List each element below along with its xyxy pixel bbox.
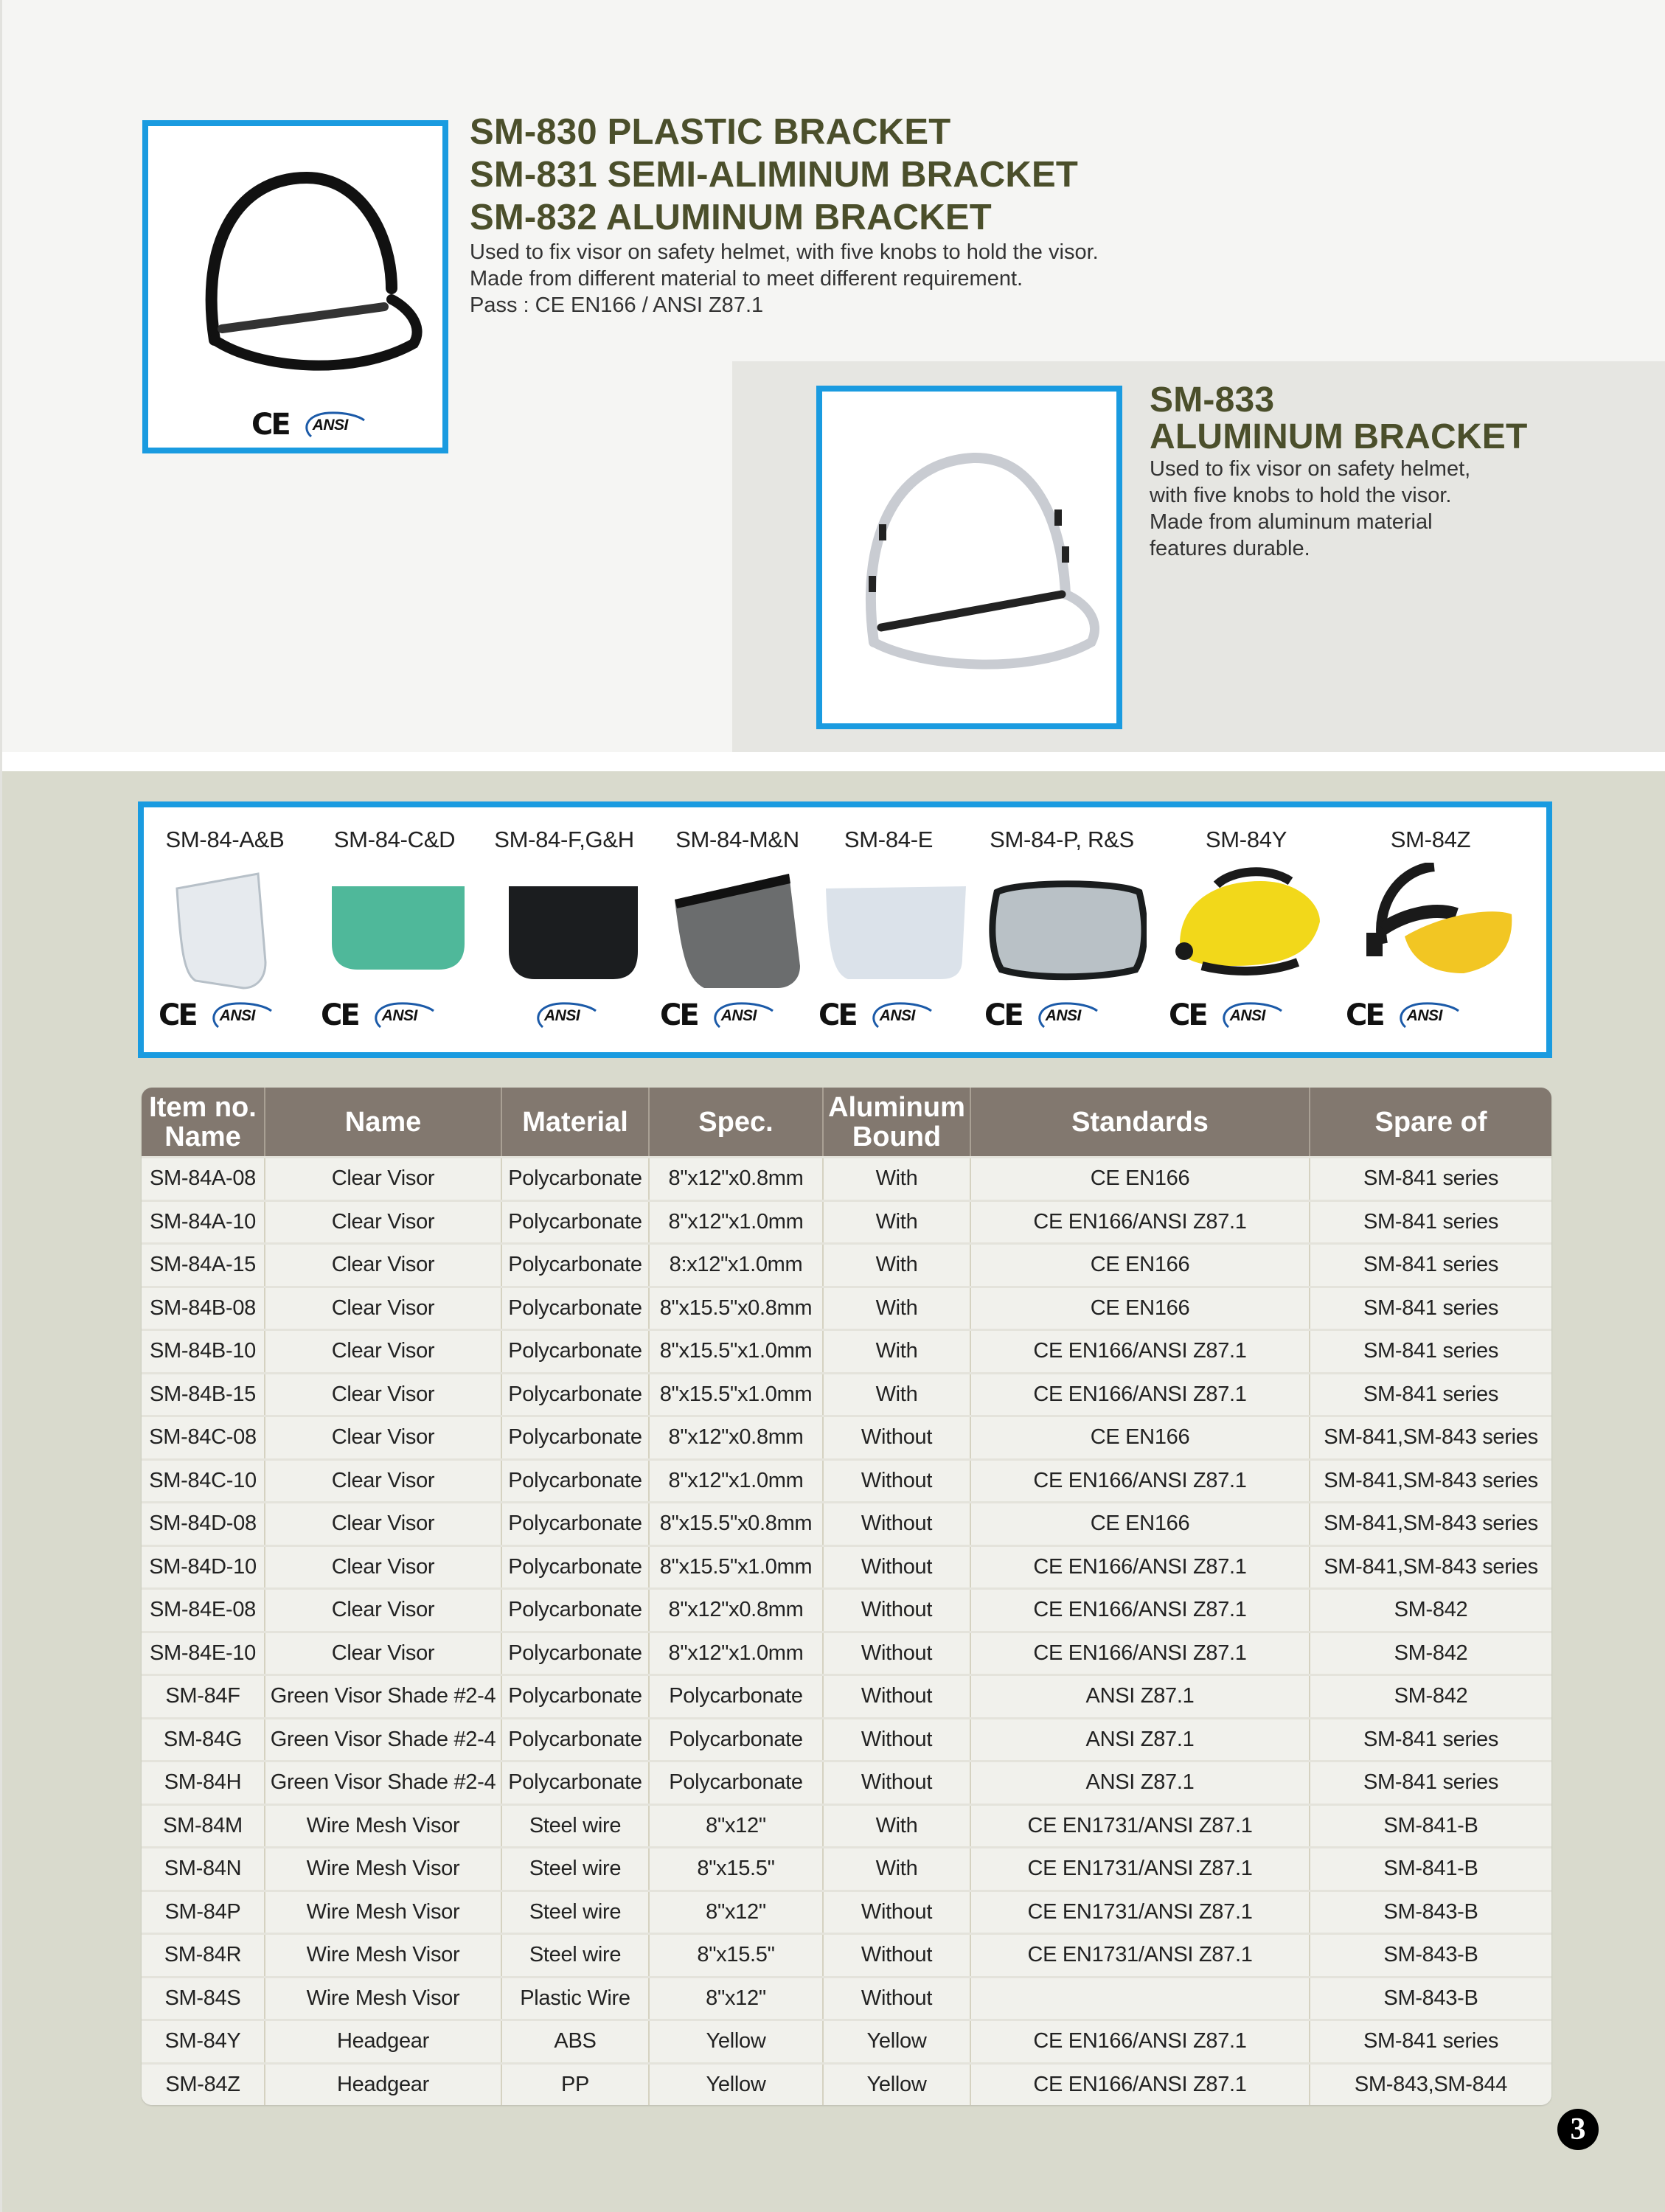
cell-spec: 8"x15.5" xyxy=(649,1848,823,1891)
cell-spec: 8"x15.5"x1.0mm xyxy=(649,1373,823,1416)
sm830-info xyxy=(470,111,1099,319)
cell-name: Green Visor Shade #2-4 xyxy=(265,1718,501,1761)
cell-aluminum-bound: Without xyxy=(823,1589,970,1632)
visor-product-strip xyxy=(138,801,1552,1058)
column-header-spec: Spec. xyxy=(649,1088,823,1158)
cell-spare-of: SM-841 series xyxy=(1310,1244,1551,1287)
ce-mark-icon: CE xyxy=(1346,998,1383,1032)
product-description: Made from aluminum material xyxy=(1150,510,1433,534)
item-certifications xyxy=(984,998,1100,1032)
cell-name: Clear Visor xyxy=(265,1244,501,1287)
cell-name: Wire Mesh Visor xyxy=(265,1804,501,1848)
aluminum-bracket-icon xyxy=(841,428,1106,672)
cell-material: Steel wire xyxy=(501,1934,649,1978)
strip-item-sm84cd xyxy=(313,807,476,1052)
cell-standards: CE EN1731/ANSI Z87.1 xyxy=(970,1848,1310,1891)
strip-item-label: SM-84-A&B xyxy=(165,827,285,852)
item-certifications xyxy=(531,1001,599,1030)
product-description: with five knobs to hold the visor. xyxy=(1150,484,1452,507)
sm833-info xyxy=(1150,382,1527,562)
cell-standards: CE EN166 xyxy=(970,1158,1310,1201)
table-row xyxy=(142,1934,1551,1978)
cell-aluminum-bound: Without xyxy=(823,1934,970,1978)
cell-spec: Polycarbonate xyxy=(649,1675,823,1719)
cell-material: Polycarbonate xyxy=(501,1200,649,1244)
header-line: Item no. xyxy=(149,1091,257,1123)
cell-spare-of: SM-842 xyxy=(1310,1675,1551,1719)
cell-spare-of: SM-841 series xyxy=(1310,1158,1551,1201)
cell-name: Clear Visor xyxy=(265,1545,501,1589)
table-row xyxy=(142,1330,1551,1374)
cell-spec: Yellow xyxy=(649,2020,823,2064)
cell-material: PP xyxy=(501,2063,649,2105)
table-row xyxy=(142,1503,1551,1546)
cell-item-no: SM-84F xyxy=(142,1675,265,1719)
cell-aluminum-bound: Yellow xyxy=(823,2020,970,2064)
item-certifications xyxy=(321,998,437,1032)
item-certifications xyxy=(159,998,274,1032)
cell-standards: ANSI Z87.1 xyxy=(970,1675,1310,1719)
cell-spec: Yellow xyxy=(649,2063,823,2105)
cell-name: Headgear xyxy=(265,2063,501,2105)
mesh-visor-icon xyxy=(988,870,1147,981)
cell-spare-of: SM-843-B xyxy=(1310,1934,1551,1978)
cell-material: Polycarbonate xyxy=(501,1244,649,1287)
header-line: Aluminum xyxy=(828,1091,965,1123)
cell-name: Wire Mesh Visor xyxy=(265,1934,501,1978)
table-row xyxy=(142,1287,1551,1330)
cell-material: Polycarbonate xyxy=(501,1158,649,1201)
ansi-logo-icon: ANSI xyxy=(1032,1001,1100,1030)
strip-item-sm84fgh xyxy=(490,807,638,1052)
cell-standards: CE EN166/ANSI Z87.1 xyxy=(970,1373,1310,1416)
cell-spare-of: SM-841 series xyxy=(1310,1330,1551,1374)
table-row xyxy=(142,1632,1551,1675)
cell-name: Clear Visor xyxy=(265,1459,501,1503)
cell-material: ABS xyxy=(501,2020,649,2064)
cell-spec: 8"x12" xyxy=(649,1891,823,1934)
cell-material: Polycarbonate xyxy=(501,1287,649,1330)
clear-visor-icon xyxy=(173,870,291,992)
page-number-badge: 3 xyxy=(1557,2109,1599,2150)
cell-material: Polycarbonate xyxy=(501,1675,649,1719)
cell-spare-of: SM-841,SM-843 series xyxy=(1310,1503,1551,1546)
cell-aluminum-bound: With xyxy=(823,1287,970,1330)
cell-spec: 8:x12"x1.0mm xyxy=(649,1244,823,1287)
header-line: Name xyxy=(164,1121,241,1152)
cell-spec: 8"x15.5"x0.8mm xyxy=(649,1287,823,1330)
strip-item-label: SM-84-F,G&H xyxy=(494,827,634,852)
cell-standards: CE EN166 xyxy=(970,1244,1310,1287)
cell-aluminum-bound: Without xyxy=(823,1545,970,1589)
table-row xyxy=(142,1977,1551,2020)
cell-spare-of: SM-841,SM-843 series xyxy=(1310,1459,1551,1503)
product-title: ALUMINUM BRACKET xyxy=(1150,417,1528,456)
yellow-headgear-icon xyxy=(1353,863,1515,988)
cell-standards: CE EN166/ANSI Z87.1 xyxy=(970,2063,1310,2105)
strip-item-label: SM-84Y xyxy=(1205,827,1287,852)
cell-spec: 8"x15.5"x1.0mm xyxy=(649,1330,823,1374)
strip-item-sm84e xyxy=(815,807,962,1052)
cell-spare-of: SM-843-B xyxy=(1310,1891,1551,1934)
cell-material: Polycarbonate xyxy=(501,1632,649,1675)
cell-name: Green Visor Shade #2-4 xyxy=(265,1761,501,1805)
strip-item-sm84mn xyxy=(660,807,815,1052)
cell-spec: 8"x12"x0.8mm xyxy=(649,1158,823,1201)
column-header-aluminum-bound xyxy=(823,1088,970,1158)
cell-name: Clear Visor xyxy=(265,1416,501,1460)
cell-material: Polycarbonate xyxy=(501,1416,649,1460)
product-title: SM-830 PLASTIC BRACKET xyxy=(470,112,951,152)
table-row xyxy=(142,2020,1551,2064)
cell-item-no: SM-84S xyxy=(142,1977,265,2020)
cell-item-no: SM-84D-10 xyxy=(142,1545,265,1589)
cell-standards: CE EN166/ANSI Z87.1 xyxy=(970,1200,1310,1244)
cell-standards: CE EN166 xyxy=(970,1503,1310,1546)
cell-name: Wire Mesh Visor xyxy=(265,1977,501,2020)
strip-item-label: SM-84-M&N xyxy=(675,827,799,852)
product-description: Used to fix visor on safety helmet, with five knobs to hold the visor. xyxy=(470,240,1099,264)
cell-material: Steel wire xyxy=(501,1804,649,1848)
cell-aluminum-bound: Without xyxy=(823,1459,970,1503)
ce-mark-icon: CE xyxy=(1169,998,1206,1032)
cell-aluminum-bound: Without xyxy=(823,1718,970,1761)
cell-aluminum-bound: Without xyxy=(823,1977,970,2020)
ce-mark-icon: CE xyxy=(818,998,856,1032)
cell-standards: CE EN166 xyxy=(970,1287,1310,1330)
column-header-item-no xyxy=(142,1088,265,1158)
cell-material: Steel wire xyxy=(501,1848,649,1891)
cell-spec: 8"x15.5"x1.0mm xyxy=(649,1545,823,1589)
cell-item-no: SM-84R xyxy=(142,1934,265,1978)
header-line: Bound xyxy=(852,1121,942,1152)
yellow-headgear-icon xyxy=(1172,863,1327,988)
sm830-certifications xyxy=(251,408,367,442)
strip-item-label: SM-84-E xyxy=(844,827,934,852)
product-certification-text: Pass : CE EN166 / ANSI Z87.1 xyxy=(470,293,764,317)
cell-name: Wire Mesh Visor xyxy=(265,1891,501,1934)
cell-spare-of: SM-843-B xyxy=(1310,1977,1551,2020)
strip-item-label: SM-84-C&D xyxy=(333,827,456,852)
cell-material: Polycarbonate xyxy=(501,1503,649,1546)
strip-item-sm84y xyxy=(1161,807,1331,1052)
sm830-product-image xyxy=(142,120,448,453)
cell-material: Polycarbonate xyxy=(501,1545,649,1589)
strip-item-label: SM-84-P, R&S xyxy=(990,827,1134,852)
cell-spare-of: SM-841 series xyxy=(1310,1287,1551,1330)
ansi-logo-icon: ANSI xyxy=(1394,1001,1461,1030)
cell-spare-of: SM-841 series xyxy=(1310,1200,1551,1244)
cell-spare-of: SM-841,SM-843 series xyxy=(1310,1416,1551,1460)
cell-item-no: SM-84N xyxy=(142,1848,265,1891)
table-header-row xyxy=(142,1088,1551,1158)
cell-spare-of: SM-841 series xyxy=(1310,1761,1551,1805)
table-row xyxy=(142,1545,1551,1589)
table-row xyxy=(142,1158,1551,1201)
cell-spare-of: SM-841 series xyxy=(1310,1718,1551,1761)
cell-standards: CE EN1731/ANSI Z87.1 xyxy=(970,1891,1310,1934)
cell-standards: CE EN166/ANSI Z87.1 xyxy=(970,1632,1310,1675)
cell-spec: 8"x12" xyxy=(649,1977,823,2020)
table-row xyxy=(142,1804,1551,1848)
cell-standards: CE EN166/ANSI Z87.1 xyxy=(970,1459,1310,1503)
ansi-logo-icon: ANSI xyxy=(299,410,367,439)
table-row xyxy=(142,2063,1551,2105)
product-description: Made from different material to meet different requirement. xyxy=(470,267,1023,291)
cell-aluminum-bound: Without xyxy=(823,1632,970,1675)
ansi-logo-icon: ANSI xyxy=(369,1001,437,1030)
cell-name: Clear Visor xyxy=(265,1373,501,1416)
cell-item-no: SM-84A-08 xyxy=(142,1158,265,1201)
strip-item-label: SM-84Z xyxy=(1390,827,1471,852)
cell-material: Polycarbonate xyxy=(501,1589,649,1632)
cell-item-no: SM-84Z xyxy=(142,2063,265,2105)
table-row xyxy=(142,1459,1551,1503)
cell-aluminum-bound: With xyxy=(823,1848,970,1891)
cell-item-no: SM-84H xyxy=(142,1761,265,1805)
cell-spec: 8"x12"x0.8mm xyxy=(649,1589,823,1632)
table-row xyxy=(142,1589,1551,1632)
cell-item-no: SM-84B-15 xyxy=(142,1373,265,1416)
column-header-material: Material xyxy=(501,1088,649,1158)
cell-aluminum-bound: With xyxy=(823,1330,970,1374)
cell-spare-of: SM-841,SM-843 series xyxy=(1310,1545,1551,1589)
cell-item-no: SM-84A-10 xyxy=(142,1200,265,1244)
cell-spare-of: SM-843,SM-844 xyxy=(1310,2063,1551,2105)
cell-aluminum-bound: With xyxy=(823,1158,970,1201)
cell-material: Polycarbonate xyxy=(501,1459,649,1503)
cell-item-no: SM-84A-15 xyxy=(142,1244,265,1287)
column-header-name: Name xyxy=(265,1088,501,1158)
cell-standards: CE EN166/ANSI Z87.1 xyxy=(970,1545,1310,1589)
cell-item-no: SM-84M xyxy=(142,1804,265,1848)
product-title: SM-831 SEMI-ALIMINUM BRACKET xyxy=(470,155,1079,195)
strip-item-sm84ab xyxy=(151,807,299,1052)
cell-aluminum-bound: Without xyxy=(823,1503,970,1546)
ansi-logo-icon: ANSI xyxy=(1217,1001,1285,1030)
ansi-logo-icon: ANSI xyxy=(206,1001,274,1030)
cell-aluminum-bound: Without xyxy=(823,1761,970,1805)
cell-material: Polycarbonate xyxy=(501,1761,649,1805)
dark-visor-icon xyxy=(505,870,642,981)
cell-spec: 8"x12"x1.0mm xyxy=(649,1459,823,1503)
cell-aluminum-bound: Without xyxy=(823,1416,970,1460)
cell-aluminum-bound: With xyxy=(823,1244,970,1287)
strip-item-sm84prs xyxy=(977,807,1147,1052)
cell-name: Clear Visor xyxy=(265,1330,501,1374)
section-divider xyxy=(0,752,1665,771)
cell-standards: CE EN1731/ANSI Z87.1 xyxy=(970,1934,1310,1978)
cell-spec: 8"x12"x0.8mm xyxy=(649,1416,823,1460)
ce-mark-icon: CE xyxy=(660,998,698,1032)
mesh-visor-icon xyxy=(671,870,804,995)
cell-aluminum-bound: Without xyxy=(823,1891,970,1934)
cell-name: Clear Visor xyxy=(265,1287,501,1330)
cell-item-no: SM-84G xyxy=(142,1718,265,1761)
column-header-standards: Standards xyxy=(970,1088,1310,1158)
cell-material: Plastic Wire xyxy=(501,1977,649,2020)
cell-material: Polycarbonate xyxy=(501,1718,649,1761)
item-certifications xyxy=(660,998,776,1032)
cell-name: Headgear xyxy=(265,2020,501,2064)
cell-standards: CE EN1731/ANSI Z87.1 xyxy=(970,1804,1310,1848)
table-row xyxy=(142,1244,1551,1287)
table-row xyxy=(142,1718,1551,1761)
cell-aluminum-bound: With xyxy=(823,1200,970,1244)
product-description: features durable. xyxy=(1150,537,1310,560)
ansi-logo-icon: ANSI xyxy=(708,1001,776,1030)
table-row xyxy=(142,1891,1551,1934)
strip-item-sm84z xyxy=(1338,807,1523,1052)
clear-visor-icon xyxy=(822,870,970,981)
cell-spare-of: SM-842 xyxy=(1310,1632,1551,1675)
ce-mark-icon: CE xyxy=(251,408,289,442)
ce-mark-icon: CE xyxy=(984,998,1022,1032)
cell-name: Green Visor Shade #2-4 xyxy=(265,1675,501,1719)
cell-name: Clear Visor xyxy=(265,1200,501,1244)
cell-standards: ANSI Z87.1 xyxy=(970,1718,1310,1761)
table-row xyxy=(142,1416,1551,1460)
ce-mark-icon: CE xyxy=(321,998,358,1032)
cell-standards: ANSI Z87.1 xyxy=(970,1761,1310,1805)
cell-spare-of: SM-841-B xyxy=(1310,1848,1551,1891)
ce-mark-icon: CE xyxy=(159,998,196,1032)
cell-item-no: SM-84Y xyxy=(142,2020,265,2064)
cell-item-no: SM-84C-10 xyxy=(142,1459,265,1503)
cell-standards xyxy=(970,1977,1310,2020)
table-row xyxy=(142,1848,1551,1891)
cell-standards: CE EN166/ANSI Z87.1 xyxy=(970,1330,1310,1374)
specification-table xyxy=(142,1088,1551,2105)
cell-name: Clear Visor xyxy=(265,1589,501,1632)
cell-item-no: SM-84E-08 xyxy=(142,1589,265,1632)
cell-name: Wire Mesh Visor xyxy=(265,1848,501,1891)
cell-item-no: SM-84D-08 xyxy=(142,1503,265,1546)
cell-spare-of: SM-842 xyxy=(1310,1589,1551,1632)
cell-aluminum-bound: With xyxy=(823,1373,970,1416)
table-row xyxy=(142,1200,1551,1244)
cell-item-no: SM-84B-08 xyxy=(142,1287,265,1330)
black-bracket-icon xyxy=(170,156,428,377)
cell-spare-of: SM-841 series xyxy=(1310,2020,1551,2064)
product-title: SM-833 xyxy=(1150,380,1275,420)
cell-material: Polycarbonate xyxy=(501,1373,649,1416)
cell-spec: 8"x15.5"x0.8mm xyxy=(649,1503,823,1546)
item-certifications xyxy=(818,998,934,1032)
cell-spec: Polycarbonate xyxy=(649,1761,823,1805)
product-title: SM-832 ALUMINUM BRACKET xyxy=(470,198,992,237)
column-header-spare-of: Spare of xyxy=(1310,1088,1551,1158)
cell-item-no: SM-84C-08 xyxy=(142,1416,265,1460)
cell-aluminum-bound: Yellow xyxy=(823,2063,970,2105)
cell-spec: Polycarbonate xyxy=(649,1718,823,1761)
cell-aluminum-bound: With xyxy=(823,1804,970,1848)
table-row xyxy=(142,1373,1551,1416)
product-description: Used to fix visor on safety helmet, xyxy=(1150,457,1471,481)
item-certifications xyxy=(1346,998,1461,1032)
cell-spare-of: SM-841-B xyxy=(1310,1804,1551,1848)
table-row xyxy=(142,1761,1551,1805)
cell-name: Clear Visor xyxy=(265,1503,501,1546)
item-certifications xyxy=(1169,998,1285,1032)
ansi-logo-icon: ANSI xyxy=(866,1001,934,1030)
cell-item-no: SM-84P xyxy=(142,1891,265,1934)
cell-standards: CE EN166 xyxy=(970,1416,1310,1460)
sm833-product-image xyxy=(816,386,1122,729)
cell-material: Steel wire xyxy=(501,1891,649,1934)
cell-aluminum-bound: Without xyxy=(823,1675,970,1719)
ansi-logo-icon: ANSI xyxy=(531,1001,599,1030)
cell-spare-of: SM-841 series xyxy=(1310,1373,1551,1416)
table-body xyxy=(142,1158,1551,2106)
page-edge xyxy=(0,0,2,2212)
cell-name: Clear Visor xyxy=(265,1158,501,1201)
cell-spec: 8"x15.5" xyxy=(649,1934,823,1978)
cell-standards: CE EN166/ANSI Z87.1 xyxy=(970,1589,1310,1632)
cell-spec: 8"x12"x1.0mm xyxy=(649,1200,823,1244)
cell-spec: 8"x12" xyxy=(649,1804,823,1848)
table-row xyxy=(142,1675,1551,1719)
cell-item-no: SM-84B-10 xyxy=(142,1330,265,1374)
cell-standards: CE EN166/ANSI Z87.1 xyxy=(970,2020,1310,2064)
cell-name: Clear Visor xyxy=(265,1632,501,1675)
cell-material: Polycarbonate xyxy=(501,1330,649,1374)
green-visor-icon xyxy=(328,870,468,973)
cell-spec: 8"x12"x1.0mm xyxy=(649,1632,823,1675)
cell-item-no: SM-84E-10 xyxy=(142,1632,265,1675)
